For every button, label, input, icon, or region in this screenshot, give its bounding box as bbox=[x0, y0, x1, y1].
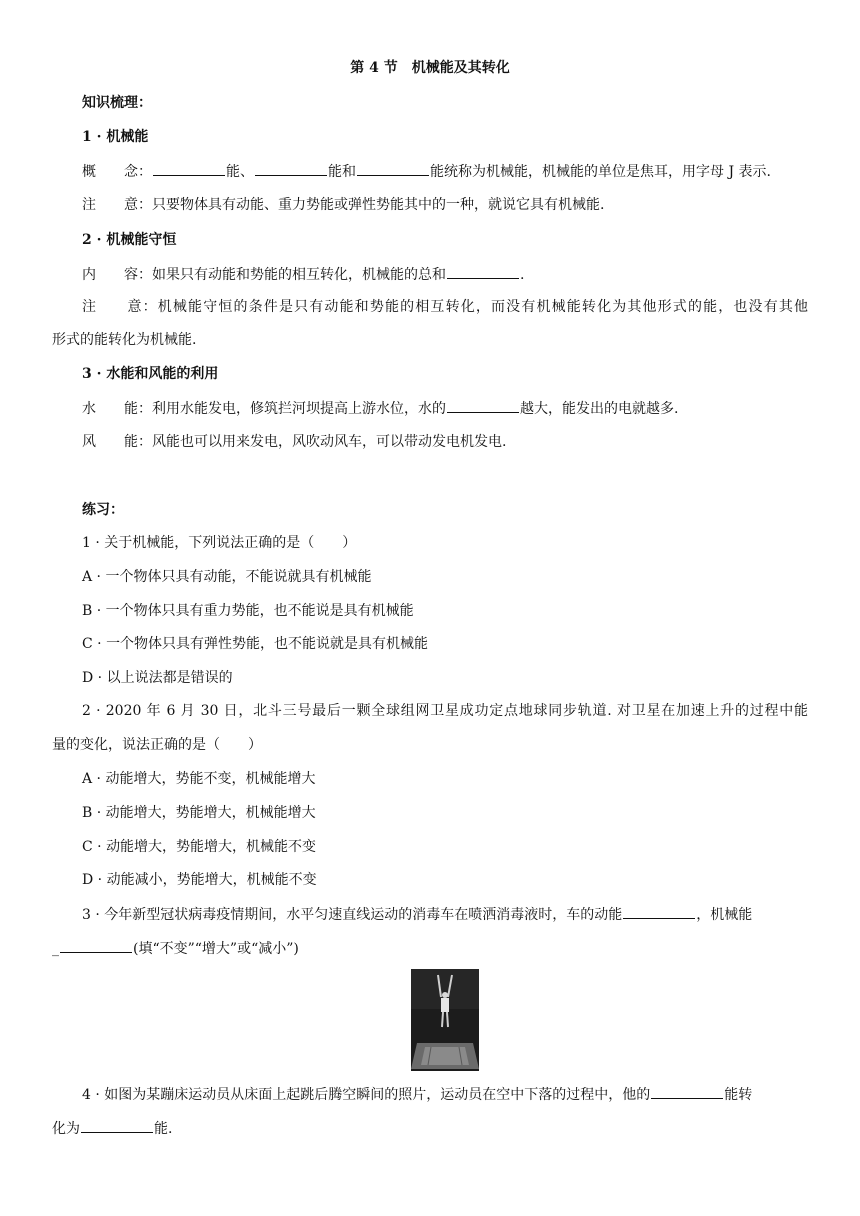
answer-blank[interactable] bbox=[60, 938, 132, 953]
answer-blank[interactable] bbox=[623, 904, 695, 919]
q4-text-c: 化为 bbox=[52, 1121, 80, 1137]
concept-text-c: 能统称为机械能，机械能的单位是焦耳，用字母 J 表示. bbox=[430, 164, 771, 180]
water-line bbox=[82, 398, 808, 419]
q4-text-d: 能. bbox=[154, 1121, 173, 1137]
q3-underscore: _ bbox=[52, 941, 59, 957]
q1-option-d[interactable]: D · 以上说法都是错误的 bbox=[82, 670, 233, 686]
note-text: 机械能守恒的条件是只有动能和势能的相互转化，而没有机械能转化为其他形式的能，也没有其他 bbox=[157, 299, 809, 315]
water-text-b: 越大，能发出的电就越多. bbox=[520, 401, 679, 417]
water-text-a: 利用水能发电，修筑拦河坝提高上游水位，水的 bbox=[152, 401, 446, 417]
concept-text-a: 能、 bbox=[226, 164, 254, 180]
note-line-2 bbox=[82, 297, 808, 317]
q4-text-a: 4 · 如图为某蹦床运动员从床面上起跳后腾空瞬间的照片，运动员在空中下落的过程中，他的 bbox=[82, 1087, 651, 1103]
answer-blank[interactable] bbox=[651, 1084, 723, 1099]
section-3-heading: 3 · 水能和风能的利用 bbox=[82, 366, 219, 382]
q2-option-d[interactable]: D · 动能减小，势能增大，机械能不变 bbox=[82, 872, 317, 888]
q4-text-b: 能转 bbox=[724, 1087, 753, 1103]
trampoline-photo bbox=[411, 969, 479, 1071]
q2-stem-line2: 量的变化，说法正确的是（ ） bbox=[52, 737, 262, 753]
section-2-heading: 2 · 机械能守恒 bbox=[82, 232, 177, 248]
q3-text-b: ，机械能 bbox=[696, 907, 753, 923]
answer-blank[interactable] bbox=[447, 398, 519, 413]
q1-stem: 1 · 关于机械能，下列说法正确的是（ ） bbox=[82, 535, 357, 551]
q2-option-b[interactable]: B · 动能增大，势能增大，机械能增大 bbox=[82, 805, 316, 821]
content-text-a: 如果只有动能和势能的相互转化，机械能的总和 bbox=[152, 267, 446, 283]
note-text: 只要物体具有动能、重力势能或弹性势能其中的一种，就说它具有机械能. bbox=[152, 197, 605, 213]
note-line-2-cont: 形式的能转化为机械能. bbox=[52, 332, 197, 348]
content-text-b: . bbox=[520, 267, 525, 283]
q1-option-b[interactable]: B · 一个物体只具有重力势能，也不能说是具有机械能 bbox=[82, 603, 414, 619]
q4-line1 bbox=[82, 1084, 808, 1105]
wind-line bbox=[82, 432, 808, 452]
answer-blank[interactable] bbox=[255, 161, 327, 176]
answer-blank[interactable] bbox=[153, 161, 225, 176]
water-label: 水 能： bbox=[82, 401, 152, 417]
section-1-heading: 1 · 机械能 bbox=[82, 129, 149, 145]
q2-stem-line1: 2 · 2020 年 6 月 30 日，北斗三号最后一颗全球组网卫星成功定点地球同步轨道. 对卫星在加速上升的过程中能 bbox=[82, 703, 808, 719]
content-line bbox=[82, 264, 808, 285]
trampoline-athlete-image bbox=[411, 969, 479, 1071]
concept-label: 概 念： bbox=[82, 164, 152, 180]
q3-hint: (填“不变”“增大”或“减小”) bbox=[133, 941, 299, 957]
practice-heading: 练习： bbox=[82, 502, 124, 518]
answer-blank[interactable] bbox=[81, 1118, 153, 1133]
concept-line bbox=[82, 161, 808, 182]
wind-label: 风 能： bbox=[82, 434, 152, 450]
q3-text-a: 3 · 今年新型冠状病毒疫情期间，水平匀速直线运动的消毒车在喷洒消毒液时，车的动能 bbox=[82, 907, 623, 923]
q4-line2 bbox=[52, 1118, 808, 1139]
page-title: 第 4 节 机械能及其转化 bbox=[350, 60, 510, 76]
wind-text: 风能也可以用来发电，风吹动风车，可以带动发电机发电. bbox=[152, 434, 507, 450]
answer-blank[interactable] bbox=[447, 264, 519, 279]
q2-option-a[interactable]: A · 动能增大，势能不变，机械能增大 bbox=[82, 771, 316, 787]
content-label: 内 容： bbox=[82, 267, 152, 283]
q3-line2 bbox=[52, 938, 808, 959]
note-line-1 bbox=[82, 195, 808, 215]
concept-text-b: 能和 bbox=[328, 164, 356, 180]
q1-option-a[interactable]: A · 一个物体只具有动能，不能说就具有机械能 bbox=[82, 569, 372, 585]
q2-option-c[interactable]: C · 动能增大，势能增大，机械能不变 bbox=[82, 839, 317, 855]
q3-line1 bbox=[82, 904, 808, 925]
knowledge-heading: 知识梳理： bbox=[82, 95, 152, 111]
q1-option-c[interactable]: C · 一个物体只具有弹性势能，也不能说就是具有机械能 bbox=[82, 636, 429, 652]
answer-blank[interactable] bbox=[357, 161, 429, 176]
note-label: 注 意： bbox=[82, 197, 152, 213]
note-label: 注 意： bbox=[82, 299, 158, 315]
